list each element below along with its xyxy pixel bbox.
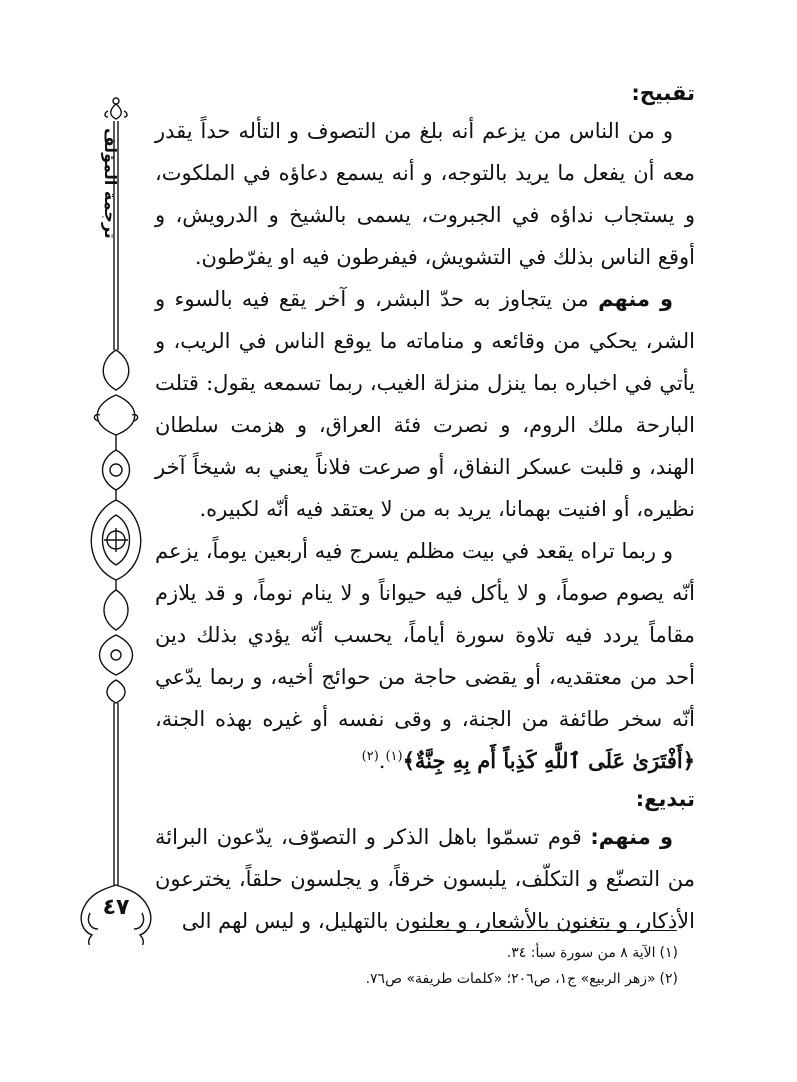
paragraph-2-text: من يتجاوز به حدّ البشر، و آخر يقع فيه بالسوء و الشر، يحكي من وقائعه و مناماته ما يوقع الناس في الريب، و يأتي في اخباره بما ينزل منزلة الغيب، ربما تسمعه يقول: قتلت البارحة ملك الروم، و نصرت فئة العراق، و هزمت سلطان الهند، و قلبت عسكر النفاق، أو صرعت فلاناً يعني به شيخاً آخر نظيره، أو افنيت بهمانا، يريد به من لا يعتقد فيه أنّه لكبيره. [155, 287, 695, 521]
section-heading-tabdi: تبديع: [635, 787, 695, 811]
page-number: ٤٧ [102, 895, 130, 920]
paragraph-4-text: قوم تسمّوا باهل الذكر و التصوّف، يدّعون البرائة من التصنّع و التكلّف، يلبسون خرقاً، و يجلسون حلقاً، يخترعون الأذكار، و يتغنون بالأشعار، و يعلنون بالتهليل، و ليس لهم الى [155, 825, 695, 933]
footnote-divider [415, 930, 677, 931]
footnote-1 [300, 940, 678, 966]
footnote-2 [300, 966, 678, 992]
paragraph-3 [155, 530, 695, 782]
paragraph-4-lead: و منهم: [590, 825, 674, 849]
footnotes [300, 940, 678, 992]
footnote-1-text: الآية ٨ من سورة سبأ: ٣٤. [506, 945, 656, 961]
paragraph-3-text: و ربما تراه يقعد في بيت مظلم يسرج فيه أربعين يوماً، يزعم أنّه يصوم صوماً، و لا يأكل فيه حيواناً و لا ينام نوماً، و قد يلازم مقاماً يردد فيه تلاوة سورة أياماً، يحسب أنّه يؤدي بذلك دين أحد من معتقديه، أو يقضى حاجة من حوائج أخيه، و ربما يدّعي أنّه سخر طائفة من الجنة، و وقى نفسه أو غيره بهذه الجنة، [155, 539, 695, 731]
footnote-1-number: (١) [659, 945, 678, 961]
quran-quote: ﴿أَفْتَرَىٰ عَلَى ٱللَّهِ كَذِباً أَم بِهِ جِنَّةٌ﴾ [402, 748, 695, 773]
paragraph-2-lead: و منهم [598, 287, 673, 311]
section-heading-tafbih: تقبيح: [631, 81, 695, 105]
medallion-ornament-icon [91, 350, 141, 703]
running-title: ترجمة المؤلف [101, 128, 120, 239]
footnote-ref-2: (٢) [361, 749, 379, 764]
paragraph-4 [155, 816, 695, 942]
top-finial-icon [105, 98, 127, 119]
main-text [155, 78, 695, 942]
footnote-2-text: «زهر الربيع» ج١، ص٢٠٦؛ «كلمات طريفة» ص٧٦. [365, 971, 656, 987]
paragraph-1: و من الناس من يزعم أنه بلغ من التصوف و التأله حداً يقدر معه أن يفعل ما يريد بالتوجه، و أنه يسمع دعاؤه في الملكوت، و يستجاب نداؤه في الجبروت، يسمى بالشيخ و الدرويش، و أوقع الناس بذلك في التشويش، فيفرطون فيه او يفرّطون. [155, 119, 695, 269]
footnote-2-number: (٢) [659, 971, 678, 987]
paragraph-3-after: . [378, 749, 386, 773]
paragraph-2 [155, 278, 695, 530]
footnote-ref-1: (١) [385, 749, 403, 764]
